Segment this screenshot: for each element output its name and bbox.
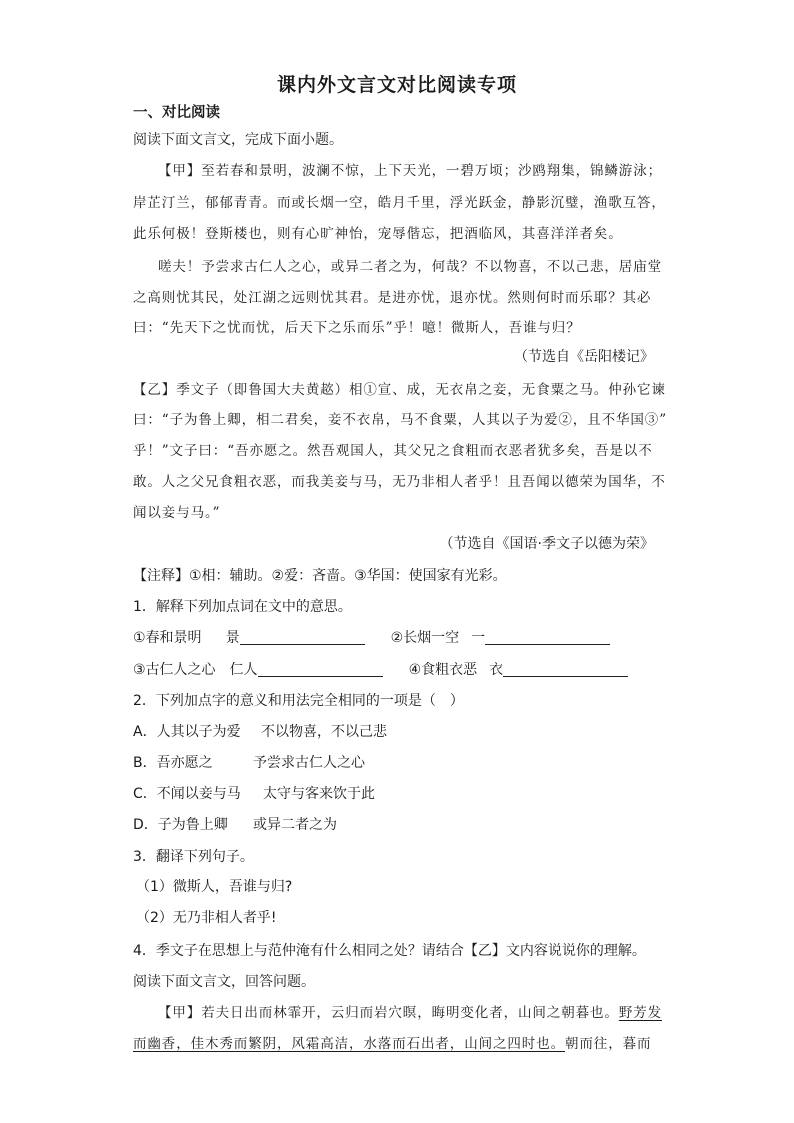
passage-next-line	[158, 1003, 663, 1023]
q1-phrase: ①春和景明	[133, 630, 202, 646]
passage-jia-line: 【甲】至若春和景明，波澜不惊，上下天光，一碧万顷；沙鸥翔集，锦鳞游泳；	[158, 163, 662, 179]
option-text: C．不闻以妾与马	[133, 786, 241, 802]
q1-phrase: ②长烟一空	[390, 630, 460, 646]
underlined-text: 而幽香，佳木秀而繁阴，风霜高洁，水落而石出者，山间之四时也。	[133, 1036, 565, 1052]
passage-jia-line: 嗟夫！予尝求古仁人之心，或异二者之为，何哉？不以物喜，不以己悲，居庙堂	[158, 259, 662, 275]
question-2-stem: 2．下列加点字的意义和用法完全相同的一项是（ ）	[133, 693, 464, 709]
question-3-stem: 3．翻译下列句子。	[133, 849, 254, 865]
underlined-text: 野芳发	[618, 1005, 663, 1021]
option-text: D．子为鲁上卿	[133, 817, 228, 833]
source-citation: （节选自《国语·季文子以德为荣》	[439, 536, 654, 552]
passage-next-line	[133, 1034, 654, 1054]
passage-jia-line: 之高则忧其民，处江湖之远则忧其君。是进亦忧，退亦忧。然则何时而乐耶？其必	[133, 290, 652, 306]
question-2-option[interactable]	[133, 753, 654, 773]
passage-jia-line: 曰：“先天下之忧而忧，后天下之乐而乐”乎！噫！微斯人，吾谁与归？	[133, 320, 581, 336]
answer-blank[interactable]	[240, 629, 365, 645]
passage-text: 【甲】若夫日出而林霏开，云归而岩穴暝，晦明变化者，山间之朝暮也。	[158, 1005, 619, 1021]
passage-jia-line: 此乐何极！登斯楼也，则有心旷神怡，宠辱偕忘，把酒临风，其喜洋洋者矣。	[133, 226, 623, 242]
answer-blank[interactable]	[258, 661, 383, 677]
passage-yi-line: 敢。人之父兄食粗衣恶，而我美妾与马，无乃非相人者乎！且吾闻以德荣为国华，不	[133, 474, 666, 490]
option-text: 不以物喜，不以己悲	[261, 724, 387, 740]
instruction-1: 阅读下面文言文，完成下面小题。	[133, 132, 343, 148]
question-2-option[interactable]	[133, 815, 654, 835]
passage-text: 朝而往，暮而	[565, 1036, 652, 1052]
question-1-row	[133, 660, 654, 680]
question-1-stem: 1．解释下列加点词在文中的意思。	[133, 599, 352, 615]
question-4-stem: 4．季文子在思想上与范仲淹有什么相同之处？请结合【乙】文内容说说你的理解。	[133, 943, 646, 959]
page-title: 课内外文言文对比阅读专项	[276, 74, 517, 96]
q1-word: 一	[471, 630, 486, 646]
section-heading: 一、对比阅读	[133, 105, 220, 121]
passage-yi-line: 【乙】季文子（即鲁国大夫黄趑）相①宣、成，无衣帛之妾，无食粟之马。仲孙它谏	[133, 382, 666, 398]
instruction-2: 阅读下面文言文，回答问题。	[133, 974, 315, 990]
q1-word: 衣	[489, 662, 504, 678]
option-text: 太守与客来饮于此	[263, 786, 375, 802]
passage-yi-line: 乎！”文子曰：“吾亦愿之。然吾观国人，其父兄之食粗而衣恶者犹多矣，吾是以不	[133, 443, 653, 459]
annotation-notes: 【注释】①相：辅助。②爱：吝啬。③华国：使国家有光彩。	[133, 568, 507, 584]
question-1-row	[133, 628, 654, 648]
answer-blank[interactable]	[503, 661, 628, 677]
q1-word: 景	[225, 630, 240, 646]
question-2-option[interactable]	[133, 722, 654, 742]
source-citation: （节选自《岳阳楼记》	[514, 349, 654, 365]
answer-blank[interactable]	[485, 629, 610, 645]
option-text: B．吾亦愿之	[133, 755, 213, 771]
q1-phrase: ④食粗衣恶	[408, 662, 478, 678]
passage-yi-line: 闻以妾与马。”	[133, 505, 221, 521]
q1-phrase: ③古仁人之心	[133, 662, 216, 678]
option-text: 或异二者之为	[253, 817, 337, 833]
option-text: A．人其以子为爱	[133, 724, 241, 740]
question-3-item: （2）无乃非相人者乎!	[136, 910, 277, 926]
passage-yi-line: 曰：“子为鲁上卿，相二君矣，妾不衣帛，马不食粟，人其以子为爱②，且不华国③”	[133, 412, 668, 428]
q1-word: 仁人	[229, 662, 258, 678]
option-text: 予尝求古仁人之心	[253, 755, 365, 771]
question-2-option[interactable]	[133, 784, 654, 804]
passage-jia-line: 岸芷汀兰，郁郁青青。而或长烟一空，皓月千里，浮光跃金，静影沉璧，渔歌互答，	[133, 195, 666, 211]
question-3-item: （1）微斯人，吾谁与归?	[136, 879, 293, 895]
